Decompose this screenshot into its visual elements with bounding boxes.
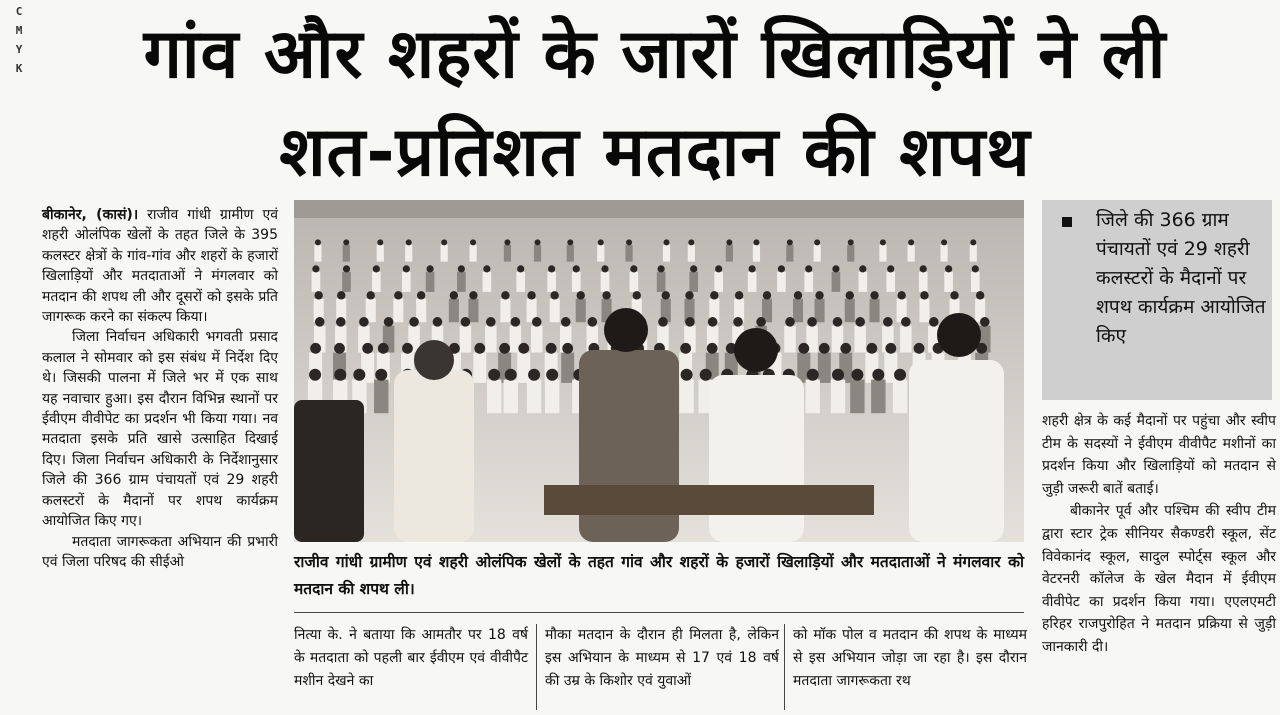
figure-edge-left <box>294 400 364 542</box>
crowd-person-head <box>658 317 668 327</box>
crowd-person-body <box>900 326 912 353</box>
cmyk-k: K <box>15 62 23 75</box>
crowd-person-head <box>707 343 718 354</box>
crowd-person-body <box>576 299 586 323</box>
crowd-person-head <box>474 343 485 354</box>
left-paragraph-1 <box>42 205 278 327</box>
crowd-person-head <box>763 291 771 299</box>
crowd-person-head <box>894 369 906 381</box>
square-bullet-icon <box>1062 217 1072 227</box>
crowd-person-head <box>336 317 346 327</box>
crowd-person-head <box>403 265 410 272</box>
left-paragraph-3: मतदाता जागरूकता अभियान की प्रभारी एवं जिला परिषद की सीईओ <box>42 533 278 570</box>
crowd-person-head <box>334 343 345 354</box>
crowd-person-head <box>807 369 819 381</box>
crowd-person-head <box>602 291 610 299</box>
crowd-person-head <box>562 343 573 354</box>
crowd-person-head <box>941 239 947 245</box>
crowd-person-head <box>630 265 637 272</box>
crowd-person-head <box>518 343 529 354</box>
right-paragraph-1: शहरी क्षेत्र के कई मैदानों पर पहुंचा और स्वीप टीम के सदस्यों ने ईवीएम वीवीपैट मशीनों का प्रदर्शन किया और खिलाड़ियों को मतदान से जुड़ी जरूरी बातें बताई। <box>1042 413 1276 497</box>
crowd-person-head <box>901 317 911 327</box>
crowd-person-head <box>377 239 383 245</box>
crowd-person-body <box>859 272 868 292</box>
figure-far-right-head <box>937 313 981 357</box>
crowd-person-head <box>798 343 809 354</box>
crowd-person-head <box>598 239 604 245</box>
crowd-person-head <box>880 239 886 245</box>
crowd-person-body <box>815 299 825 323</box>
dateline: बीकानेर, (कासं)। <box>42 207 139 223</box>
crowd-person-head <box>567 239 573 245</box>
crowd-person-body <box>879 245 886 262</box>
crowd-person-head <box>441 239 447 245</box>
crowd-person-head <box>343 239 349 245</box>
crowd-person-head <box>343 265 350 272</box>
crowd-person-body <box>625 245 632 262</box>
crowd-person-head <box>314 291 322 299</box>
photo-illustration <box>294 200 1024 542</box>
cmyk-marks <box>12 2 26 78</box>
crowd-person-body <box>457 272 466 292</box>
crowd-person-head <box>662 291 670 299</box>
crowd-person-body <box>504 380 518 414</box>
crowd-person-head <box>846 291 854 299</box>
column-divider-2 <box>784 624 785 710</box>
crowd-person-head <box>310 343 321 354</box>
crowd-person-head <box>488 369 500 381</box>
crowd-person-body <box>793 299 803 323</box>
crowd-person-body <box>485 326 497 353</box>
crowd-person-head <box>908 239 914 245</box>
crowd-person-body <box>679 380 693 414</box>
bottom-column-2: मौका मतदान के दौरान ही मिलता है, लेकिन इस अभियान के माध्यम से 17 एवं 18 वर्ष की उम्र के किशोर एवं युवाओं <box>545 627 779 689</box>
crowd-person-head <box>375 369 387 381</box>
crowd-person-head <box>805 265 812 272</box>
crowd-person-head <box>945 265 952 272</box>
crowd-person-body <box>393 299 403 323</box>
crowd-person-head <box>753 239 759 245</box>
crowd-person-body <box>374 380 388 414</box>
crowd-person-body <box>377 245 384 262</box>
crowd-person-head <box>577 291 585 299</box>
crowd-person-body <box>832 272 841 292</box>
headline-line-1: गांव और शहरों के जारों खिलाड़ियों ने ली <box>143 15 1167 94</box>
crowd-person-head <box>588 317 598 327</box>
crowd-person-head <box>394 291 402 299</box>
crowd-person-head <box>950 291 958 299</box>
crowd-person-head <box>406 239 412 245</box>
crowd-person-head <box>832 265 839 272</box>
crowd-person-body <box>500 299 510 323</box>
crowd-person-head <box>658 265 665 272</box>
crowd-person-head <box>685 291 693 299</box>
crowd-person-head <box>573 265 580 272</box>
crowd-person-head <box>535 239 541 245</box>
crowd-person-body <box>919 272 928 292</box>
crowd-person-body <box>402 272 411 292</box>
crowd-person-body <box>441 245 448 262</box>
crowd-person-body <box>689 272 698 292</box>
crowd-person-body <box>869 299 879 323</box>
crowd-person-body <box>312 272 321 292</box>
figure-right-white-shirt <box>709 375 804 542</box>
crowd-person-head <box>885 343 896 354</box>
crowd-person-head <box>378 343 389 354</box>
crowd-person-head <box>561 317 571 327</box>
crowd-person-head <box>883 317 893 327</box>
bottom-column-3: को मॉक पोल व मतदान की शपथ के माध्यम से इस अभियान जोड़ा जा रहा है। इस दौरान मतदाता जागरूकता रथ <box>793 627 1027 689</box>
crowd-person-body <box>784 326 796 353</box>
crowd-person-head <box>353 369 365 381</box>
cmyk-m: M <box>15 24 23 37</box>
crowd-person-head <box>373 265 380 272</box>
highlight-box <box>1042 200 1272 400</box>
crowd-person-head <box>859 265 866 272</box>
crowd-person-head <box>980 317 990 327</box>
crowd-person-body <box>871 380 885 414</box>
crowd-person-head <box>461 317 471 327</box>
crowd-person-head <box>546 343 557 354</box>
crowd-person-body <box>601 272 610 292</box>
crowd-person-body <box>449 299 459 323</box>
crowd-person-head <box>929 317 939 327</box>
crowd-person-body <box>630 272 639 292</box>
cmyk-c: C <box>15 5 23 18</box>
crowd-person-head <box>700 369 712 381</box>
crowd-person-body <box>854 326 866 353</box>
crowd-person-head <box>504 239 510 245</box>
crowd-person-body <box>814 245 821 262</box>
crowd-person-head <box>715 265 722 272</box>
figure-center-head <box>604 308 648 352</box>
crowd-person-head <box>756 317 766 327</box>
crowd-person-head <box>483 265 490 272</box>
crowd-person-head <box>855 317 865 327</box>
crowd-person-head <box>458 265 465 272</box>
crowd-person-body <box>940 245 947 262</box>
crowd-person-head <box>710 291 718 299</box>
crowd-person-body <box>845 299 855 323</box>
crowd-person-head <box>833 317 843 327</box>
crowd-person-body <box>343 245 350 262</box>
crowd-person-body <box>504 245 511 262</box>
crowd-person-head <box>511 317 521 327</box>
crowd-person-body <box>908 245 915 262</box>
crowd-person-body <box>919 299 929 323</box>
crowd-person-head <box>633 291 641 299</box>
crowd-person-head <box>680 343 691 354</box>
crowd-person-body <box>547 272 556 292</box>
crowd-person-body <box>726 245 733 262</box>
crowd-person-head <box>501 291 509 299</box>
crowd-person-body <box>426 272 435 292</box>
news-photo <box>294 200 1024 542</box>
crowd-person-head <box>527 291 535 299</box>
left-paragraph-2: जिला निर्वाचन अधिकारी भगवती प्रसाद कलाल ने सोमवार को इस संबंध में निर्देश दिए थे। जिसकी पालना में जिले भर में एक साथ यह नवाचार हुआ। इस दौरान विभिन्न स्थानों पर ईवीएम वीवीपेट का प्रदर्शन भी किया गया। नव मतदाता इसके प्रति खासे उत्साहित दिखाई दिए। जिला निर्वाचन अधिकारी के निर्देशानुसार जिले की 366 ग्राम पंचायतों एवं 29 शहरी कलस्टरों के मैदानों पर शपथ कार्यक्रम आयोजित किए गए। <box>42 329 278 530</box>
crowd-person-body <box>806 380 820 414</box>
crowd-person-body <box>372 272 381 292</box>
crowd-person-body <box>850 380 864 414</box>
crowd-person-body <box>460 326 472 353</box>
crowd-person-head <box>309 369 321 381</box>
crowd-person-head <box>469 291 477 299</box>
crowd-person-head <box>920 265 927 272</box>
crowd-person-head <box>851 369 863 381</box>
crowd-person-head <box>794 291 802 299</box>
crowd-person-head <box>866 343 877 354</box>
crowd-person-head <box>528 369 540 381</box>
crowd-person-head <box>470 239 476 245</box>
crowd-person-body <box>567 245 574 262</box>
crowd-person-head <box>548 265 555 272</box>
photo-horizon <box>294 200 1024 218</box>
figure-left-head <box>414 340 454 380</box>
crowd-person-head <box>402 343 413 354</box>
crowd-person-body <box>970 245 977 262</box>
highlight-text: जिले की 366 ग्राम पंचायतों एवं 29 शहरी कलस्टरों के मैदानों पर शपथ कार्यक्रम आयोजित किए <box>1096 209 1266 347</box>
crowd-person-body <box>786 245 793 262</box>
caption-rule <box>294 612 1024 613</box>
crowd-person-head <box>499 343 510 354</box>
crowd-person-head <box>685 317 695 327</box>
crowd-person-head <box>970 239 976 245</box>
crowd-person-head <box>550 291 558 299</box>
crowd-person-head <box>870 291 878 299</box>
left-paragraph-1-text: राजीव गांधी ग्रामीण एवं शहरी ओलंपिक खेलों के तहत जिले के 395 कलस्टर क्षेत्रों के गांव-गांव और शहरों के हजारों खिलाड़ियों और मतदाताओं ने मंगलवार को मतदान की शपथ ली और दूसरों को इसके प्रति जागरूक करने का संकल्प किया। <box>42 207 278 326</box>
crowd-person-head <box>601 265 608 272</box>
crowd-person-body <box>531 326 543 353</box>
crowd-person-head <box>426 265 433 272</box>
crowd-person-head <box>840 343 851 354</box>
headline <box>40 6 1270 202</box>
crowd-person-head <box>832 369 844 381</box>
crowd-person-head <box>688 239 694 245</box>
crowd-person-head <box>778 265 785 272</box>
crowd-person-body <box>487 380 501 414</box>
crowd-person-head <box>848 239 854 245</box>
crowd-person-body <box>893 380 907 414</box>
crowd-person-head <box>976 291 984 299</box>
crowd-person-body <box>818 353 831 383</box>
crowd-person-head <box>450 291 458 299</box>
crowd-person-body <box>886 272 895 292</box>
crowd-person-body <box>550 299 560 323</box>
crowd-person-body <box>516 272 525 292</box>
crowd-person-body <box>831 380 845 414</box>
crowd-person-body <box>468 299 478 323</box>
column-divider-1 <box>536 624 537 710</box>
crowd-person-body <box>561 353 574 383</box>
crowd-person-body <box>944 272 953 292</box>
crowd-person-body <box>314 245 321 262</box>
crowd-person-body <box>971 272 980 292</box>
crowd-person-head <box>690 265 697 272</box>
crowd-person-body <box>657 272 666 292</box>
figure-left-white-shirt <box>394 370 474 542</box>
crowd-person-head <box>726 239 732 245</box>
crowd-person-body <box>748 272 757 292</box>
crowd-person-head <box>315 317 325 327</box>
left-column <box>42 205 278 572</box>
crowd-person-body <box>804 272 813 292</box>
right-column <box>1042 410 1276 659</box>
crowd-person-head <box>787 239 793 245</box>
crowd-person-head <box>872 369 884 381</box>
crowd-person-body <box>545 380 559 414</box>
crowd-person-body <box>572 272 581 292</box>
crowd-person-head <box>819 343 830 354</box>
crowd-person-head <box>626 239 632 245</box>
crowd-person-head <box>359 317 369 327</box>
crowd-person-head <box>532 317 542 327</box>
crowd-person-head <box>315 239 321 245</box>
crowd-person-head <box>433 317 443 327</box>
cmyk-y: Y <box>15 43 23 56</box>
crowd-person-body <box>847 245 854 262</box>
crowd-person-head <box>708 317 718 327</box>
crowd-person-body <box>342 272 351 292</box>
bench <box>544 485 874 515</box>
crowd-person-body <box>753 245 760 262</box>
crowd-person-head <box>517 265 524 272</box>
crowd-person-head <box>807 317 817 327</box>
crowd-person-head <box>337 291 345 299</box>
crowd-person-head <box>486 317 496 327</box>
crowd-person-head <box>897 291 905 299</box>
crowd-person-head <box>417 291 425 299</box>
right-paragraph-2: बीकानेर पूर्व और पश्चिम की स्वीप टीम द्वारा स्टार ट्रेक सीनियर सैकण्डरी स्कूल, सेंट विवेकानंद स्कूल, सादुल स्पोर्ट्स स्कूल और वेटरनरी कॉलेज के खेल मैदान में ईवीएम वीवीपेट का प्रदर्शन किया गया। एएलएमटी हरिहर राजपुरोहित ने मतदान प्रक्रिया से जुड़ी जानकारी दी। <box>1042 503 1276 655</box>
crowd-person-head <box>749 265 756 272</box>
crowd-person-body <box>527 380 541 414</box>
crowd-person-head <box>664 239 670 245</box>
crowd-person-body <box>688 245 695 262</box>
crowd-person-head <box>815 291 823 299</box>
crowd-person-head <box>362 343 373 354</box>
crowd-person-head <box>681 369 693 381</box>
crowd-person-head <box>785 317 795 327</box>
figure-right-head <box>734 328 778 372</box>
crowd-person-body <box>517 353 530 383</box>
crowd-person-head <box>733 317 743 327</box>
crowd-person-body <box>777 272 786 292</box>
crowd-person-body <box>663 245 670 262</box>
crowd-person-head <box>972 265 979 272</box>
crowd-person-body <box>534 245 541 262</box>
crowd-person-body <box>405 245 412 262</box>
headline-line-2: शत-प्रतिशत मतदान की शपथ <box>279 113 1031 192</box>
crowd-person-head <box>920 291 928 299</box>
crowd-person-head <box>384 317 394 327</box>
crowd-person-head <box>505 369 517 381</box>
crowd-person-head <box>814 239 820 245</box>
crowd-person-head <box>735 291 743 299</box>
crowd-person-body <box>483 272 492 292</box>
crowd-person-head <box>312 265 319 272</box>
crowd-person-body <box>473 353 486 383</box>
crowd-person-body <box>597 245 604 262</box>
crowd-person-body <box>469 245 476 262</box>
crowd-person-head <box>546 369 558 381</box>
figure-far-right-white-shirt <box>909 360 1004 542</box>
crowd-person-body <box>714 272 723 292</box>
crowd-person-head <box>887 265 894 272</box>
crowd-person-head <box>334 369 346 381</box>
crowd-person-head <box>914 343 925 354</box>
bottom-column-1: नित्या के. ने बताया कि आमतौर पर 18 वर्ष के मतदाता को पहली बार ईवीएम एवं वीवीपैट मशीन देखने का <box>294 627 528 689</box>
crowd-person-head <box>367 291 375 299</box>
crowd-person-head <box>409 317 419 327</box>
photo-caption: राजीव गांधी ग्रामीण एवं शहरी ओलंपिक खेलों के तहत गांव और शहरों के हजारों खिलाड़ियों और मतदाताओं ने मंगलवार को मतदान की शपथ ली। <box>294 553 1024 598</box>
